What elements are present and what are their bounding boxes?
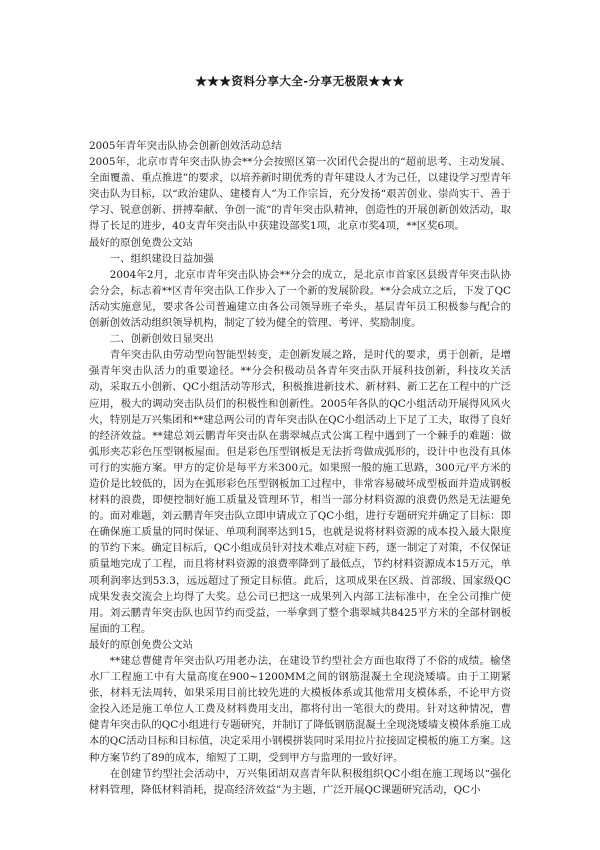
intro-paragraph: 2005年，北京市青年突击队协会**分会按照区第一次团代会提出的“超前思考、主动发展、全面覆盖、重点推进”的要求，以培养新时期优秀的青年建设人才为己任，以建设学习型青年突击队为目标，以“政治建队、建楼育人”为工作宗旨，充分发扬“艰苦创业、崇尚实干、善于学习、锐意创新、拼搏奉献、争创一流”的青年突击队精神，创造性的开展创新创效活动，取得了长足的进步，40支青年突击队中获建设部奖1项，北京市奖4项，**区奖6项。 — [89, 156, 511, 233]
watermark-text: 最好的原创免费公文站 — [89, 236, 193, 249]
document-body — [89, 138, 511, 798]
section-heading-1: 一、组织建设日益加强 — [109, 252, 214, 265]
paragraph-3: **建总曹健青年突击队巧用老办法，在建设节约型社会方面也取得了不俗的成绩。榆垡水厂工程施工中有大量高度在900~1200MM之间的钢筋混凝土全现浇矮墙。由于工期紧张，材料无法周转，如果采用目前比较先进的大模板体系或其他常用支模体系，不论甲方资金投入还是施工单位人工费及材料费用支出，都将付出一笔很大的费用。针对这种情况，曹健青年突击队的QC小组进行专题研究，并制订了降低钢筋混凝土全现浇矮墙支模体系施工成本的QC活动目标和目标值，决定采用小钢模拼装同时采用拉片拉接固定模板的施工方案。这种方案节约了89的成本，缩短了工期，受到甲方与监理的一致好评。 — [89, 655, 511, 764]
paragraph-1: 2004年2月，北京市青年突击队协会**分会的成立，是北京市首家区县级青年突击队协会分会，标志着**区青年突击队工作步入了一个新的发展阶段。**分会成立之后，下发了QC活动实施意见，要求各公司普遍建立由各公司领导班子牵头，基层青年员工积极参与配合的创新创效活动组织领导机构，制定了较为健全的管理、考评、奖励制度。 — [89, 268, 511, 330]
section-heading-2: 二、创新创效日显突出 — [109, 333, 214, 346]
paragraph-4: 在创建节约型社会活动中，万兴集团胡双喜青年队积极组织QC小组在施工现场以“强化材料管理，降低材料消耗，提高经济效益”为主题，广泛开展QC课题研究活动，QC小 — [89, 767, 511, 796]
paragraph-2: 青年突击队由劳动型向智能型转变，走创新发展之路，是时代的要求，勇于创新，是增强青年突击队活力的重要途径。**分会积极动员各青年突击队开展科技创新，科技攻关活动，采取五小创新、QC小组活动等形式，积极推进新技术、新材料、新工艺在工程中的广泛应用，极大的调动突击队员们的积极性和创新性。2005年各队的QC小组活动开展得风风火火，特别是万兴集团和**建总两公司的青年突击队在QC小组活动上下足了工夫，取得了良好的经济效益。**建总刘云鹏青年突击队在翡翠城点式公寓工程中遇到了一个棘手的难题：做弧形夹芯彩色压型钢板屋面。但是彩色压型钢板是无法折弯做成弧形的，设计中也没有具体可行的实施方案。甲方的定价是每平方米300元。如果照一般的施工思路，300元/平方米的造价是比较低的，因为在弧形彩色压型钢板加工过程中，非常容易破坏成型板面并造成钢板材料的浪费，即便控制好施工质量及管理环节，相当一部分材料资源的浪费仍然是无法避免的。面对难题，刘云鹏青年突击队立即申请成立了QC小组，进行专题研究并确定了目标：即在确保施工质量的同时保证、单项利润率达到15，也就是说将材料资源的成本投入最大限度的节约下来。确定目标后，QC小组成员针对技术难点对症下药，逐一制定了对策，不仅保证质量地完成了工程，而且将材料资源的浪费率降到了最低点，节约材料资源成本15万元，单项利润率达到53.3，远远超过了预定目标值。此后，这项成果在区级、首部级、国家级QC成果发表交流会上均得了大奖。总公司已把这一成果列入内部工法标准中，在全公司推广使用。刘云鹏青年突击队也因节约而受益，一举拿到了整个翡翠城共8425平方米的全部材钢板屋面的工程。 — [89, 349, 511, 635]
watermark-text: 最好的原创免费公文站 — [89, 638, 193, 651]
banner-title: ★★★资料分享大全-分享无极限★★★ — [195, 74, 405, 88]
document-title: 2005年青年突击队协会创新创效活动总结 — [89, 140, 282, 152]
